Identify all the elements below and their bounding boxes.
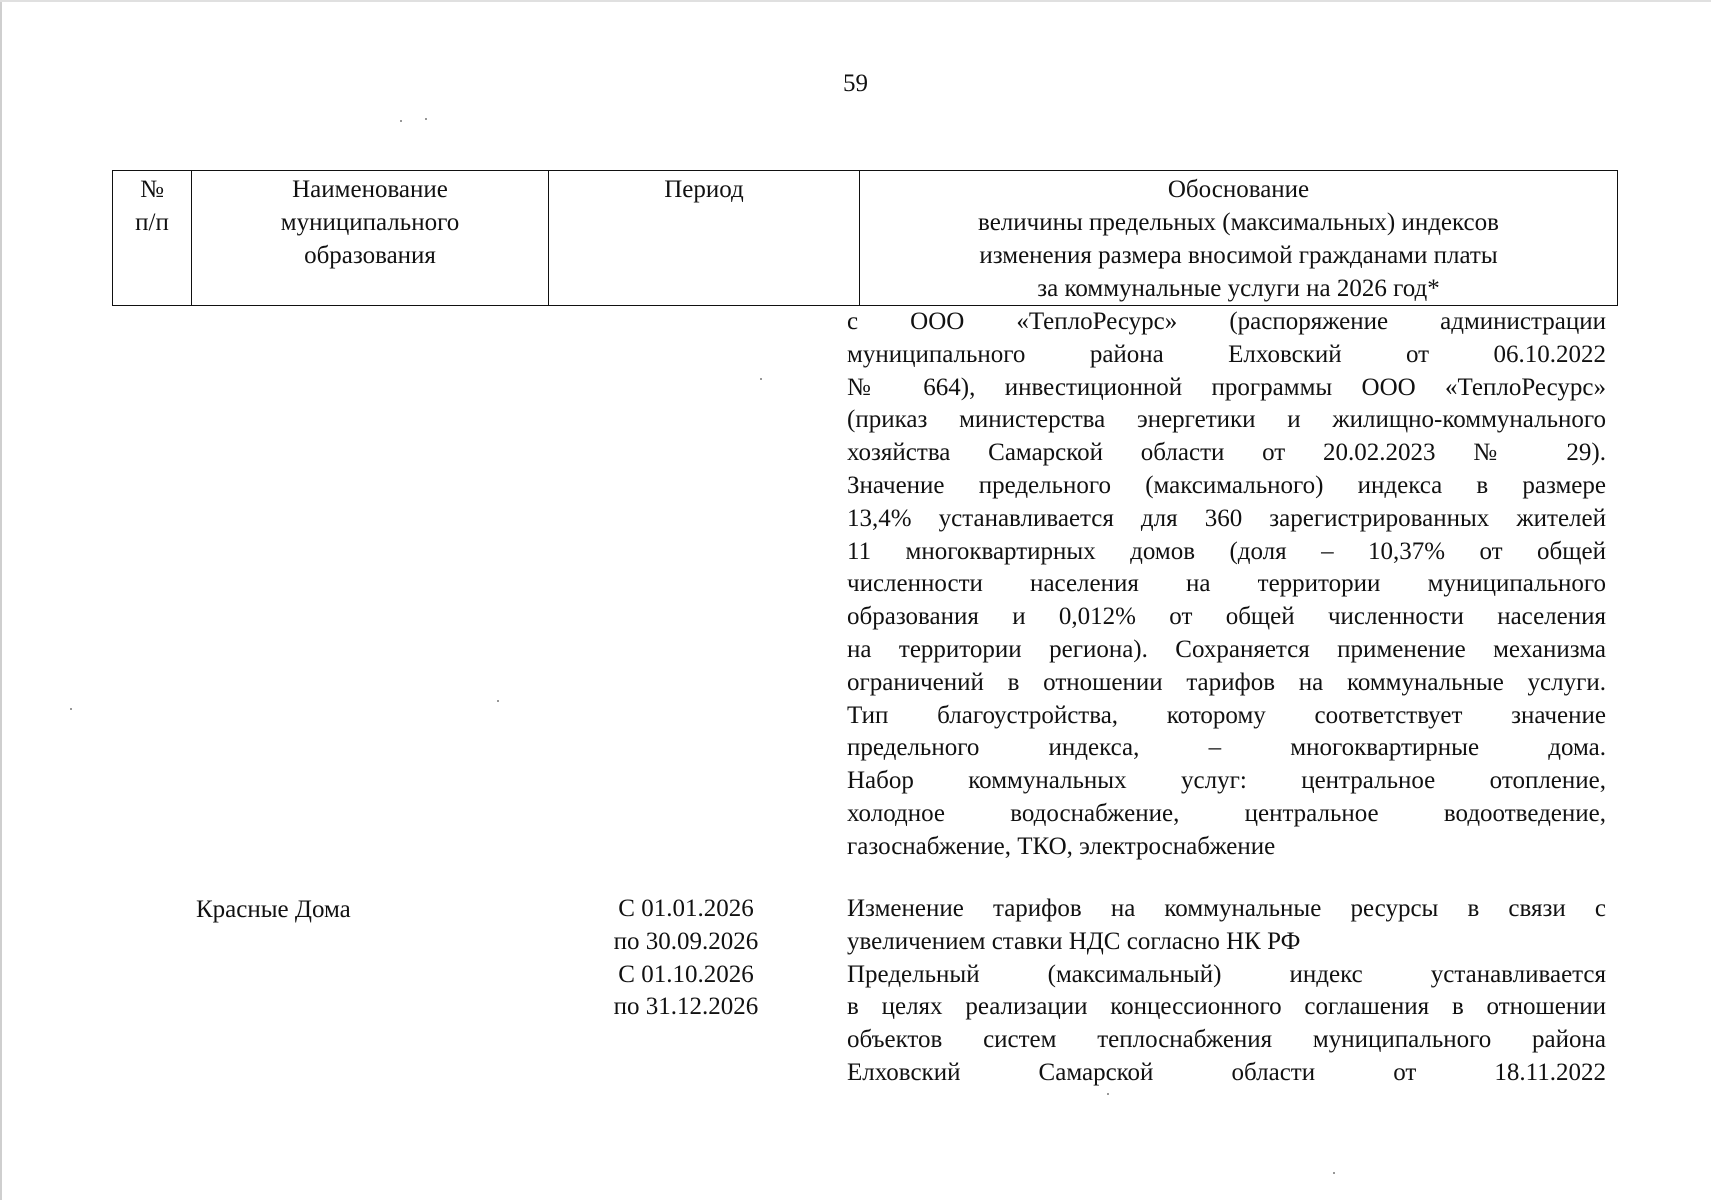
text-line: 11 многоквартирных домов (доля – 10,37% от общей <box>847 537 1606 565</box>
scan-speck <box>70 708 72 710</box>
text-line: образования и 0,012% от общей численности населения <box>847 603 1606 631</box>
text-line: 13,4% устанавливается для 360 зарегистрированных жителей <box>847 504 1606 532</box>
text-line: газоснабжение, ТКО, электроснабжение <box>847 832 1276 860</box>
text-line: холодное водоснабжение, центральное водоотведение, <box>847 799 1606 827</box>
header-col-justification-line: Обоснование <box>1167 176 1310 203</box>
header-col-justification-line: за коммунальные услуги на 2026 год* <box>1037 275 1440 302</box>
text-line: Предельный (максимальный) индекс устанавливается <box>847 960 1606 988</box>
text-line: Изменение тарифов на коммунальные ресурсы в связи с <box>847 895 1606 922</box>
period-line: С 01.01.2026 <box>618 895 754 922</box>
header-col-municipality-line: образования <box>304 242 436 269</box>
header-col-period <box>549 171 860 306</box>
period-line: по 31.12.2026 <box>613 993 759 1021</box>
justification-krasnye-doma <box>847 893 1606 1090</box>
text-line: на территории региона). Сохраняется применение механизма <box>847 635 1606 663</box>
text-line: Значение предельного (максимального) индекса в размере <box>847 471 1606 499</box>
scan-speck <box>760 378 762 380</box>
header-col-municipality <box>192 171 549 306</box>
header-col-justification-line: величины предельных (максимальных) индексов <box>978 209 1499 236</box>
text-line: муниципального района Елховский от 06.10.2022 <box>847 340 1606 368</box>
text-line: (приказ министерства энергетики и жилищно-коммунального <box>847 406 1606 434</box>
scan-speck <box>497 700 499 702</box>
header-col-justification <box>860 171 1618 306</box>
scan-edge-left <box>0 0 2 1200</box>
text-line: увеличением ставки НДС согласно НК РФ <box>847 927 1301 955</box>
scan-speck <box>425 118 427 120</box>
text-line: Елховский Самарской области от 18.11.2022 <box>847 1058 1606 1086</box>
text-line: Тип благоустройства, которому соответствует значение <box>847 701 1606 729</box>
header-col-period-line: Период <box>664 176 744 203</box>
text-line: в целях реализации концессионного соглашения в отношении <box>847 993 1606 1021</box>
period-line: по 30.09.2026 <box>613 927 759 955</box>
scan-speck <box>400 120 402 122</box>
header-col-number-line: п/п <box>135 209 169 236</box>
text-line: с ООО «ТеплоРесурс» (распоряжение администрации <box>847 308 1606 335</box>
header-col-number <box>113 171 192 306</box>
table-header <box>112 170 1618 306</box>
justification-continuation <box>847 306 1606 864</box>
text-line: хозяйства Самарской области от 20.02.2023 № 29). <box>847 439 1606 467</box>
text-line: Набор коммунальных услуг: центральное отопление, <box>847 767 1606 795</box>
municipality-name: Красные Дома <box>196 896 351 923</box>
period-line: С 01.10.2026 <box>618 960 754 988</box>
period-cell <box>590 893 782 1024</box>
header-col-municipality-line: муниципального <box>280 209 460 236</box>
scan-speck <box>1107 1093 1109 1095</box>
scan-speck <box>1333 1172 1335 1174</box>
scan-edge-top <box>0 0 1711 2</box>
header-col-municipality-line: Наименование <box>292 176 448 203</box>
text-line: № 664), инвестиционной программы ООО «ТеплоРесурс» <box>847 373 1606 401</box>
text-line: численности населения на территории муниципального <box>847 570 1606 598</box>
header-col-number-line: № <box>140 176 164 203</box>
text-line: ограничений в отношении тарифов на коммунальные услуги. <box>847 668 1606 696</box>
text-line: объектов систем теплоснабжения муниципального района <box>847 1026 1606 1054</box>
page-number: 59 <box>843 70 868 97</box>
header-col-justification-line: изменения размера вносимой гражданами платы <box>979 242 1498 269</box>
text-line: предельного индекса, – многоквартирные дома. <box>847 734 1606 762</box>
